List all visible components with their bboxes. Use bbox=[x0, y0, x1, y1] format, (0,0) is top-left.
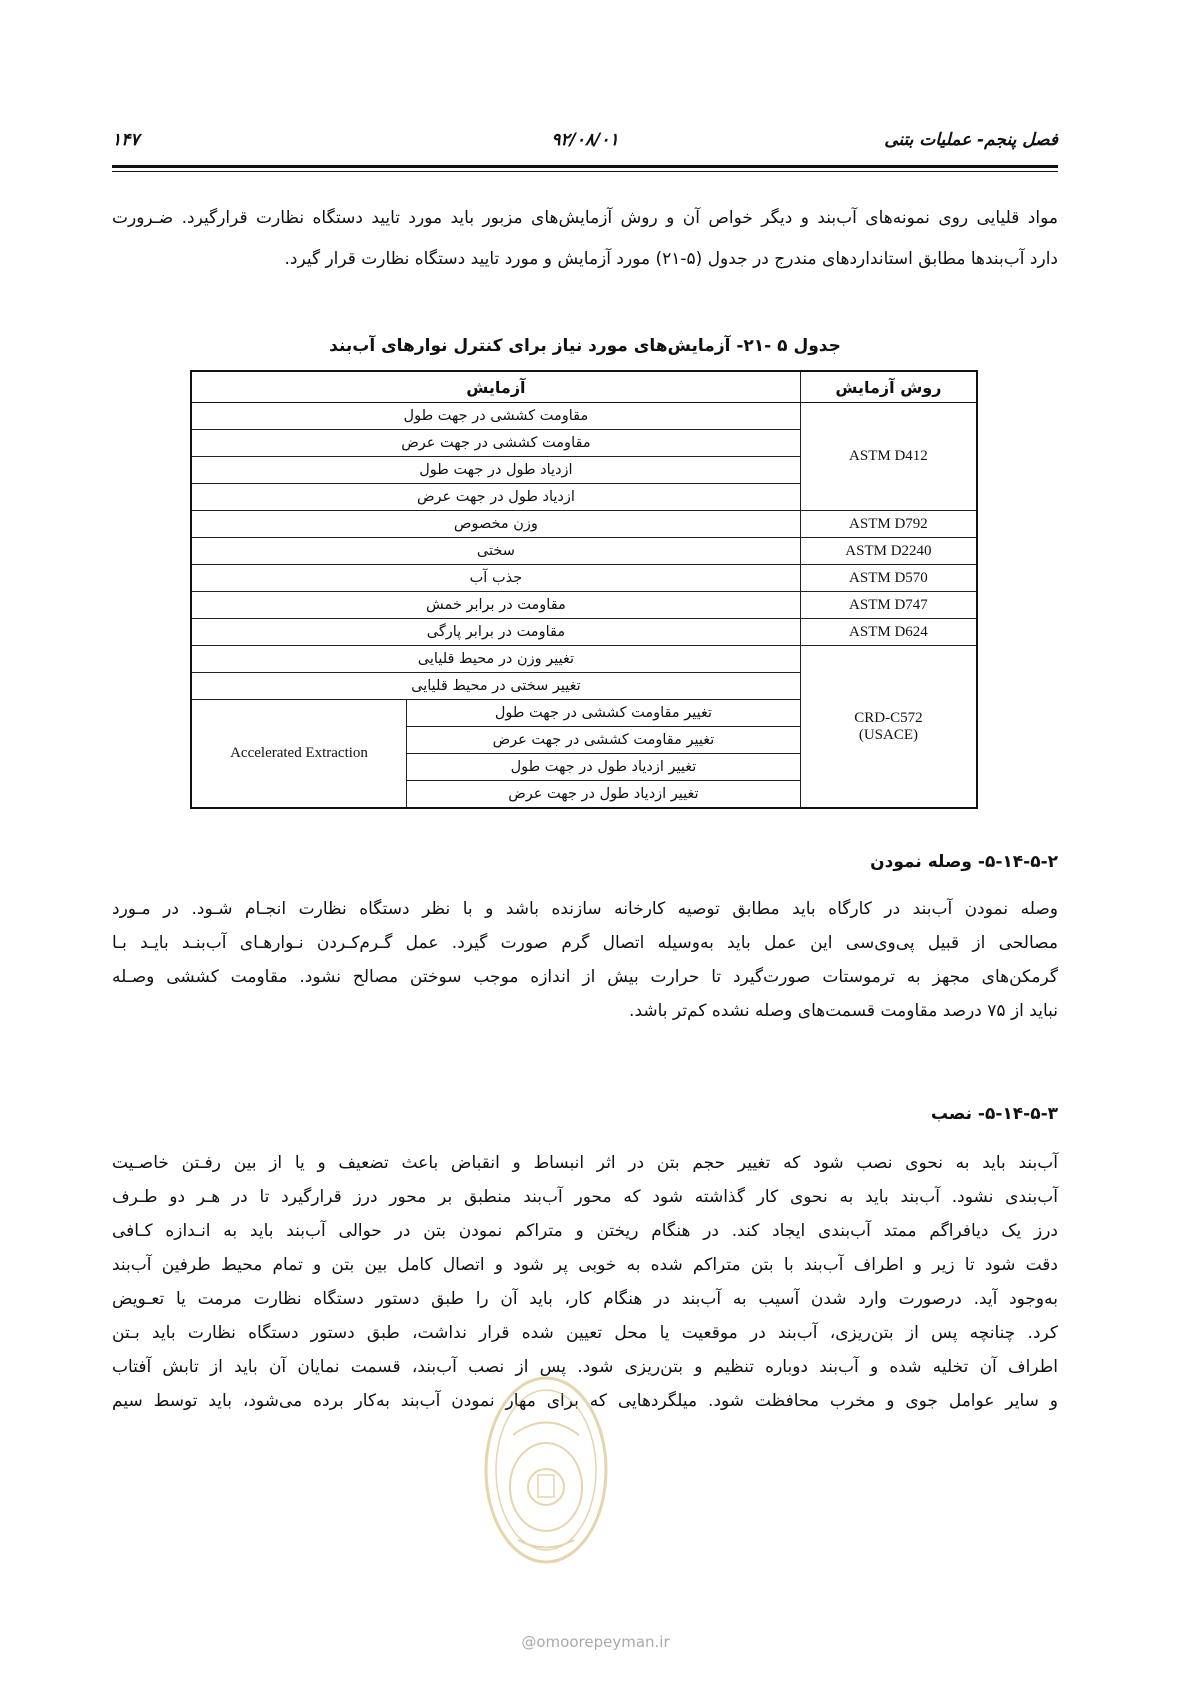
test-cell: وزن مخصوص bbox=[191, 511, 800, 538]
test-cell: ازدیاد طول در جهت عرض bbox=[191, 484, 800, 511]
method-cell: ASTM D792 bbox=[800, 511, 977, 538]
paragraph-line: آب‌بندی نشود. آب‌بند باید به نحوی کار گذاشته شود که محور آب‌بند منطبق بر محور درز قرارگیرد تا در هـر دو طـرف bbox=[112, 1187, 1058, 1207]
paragraph-line: دقت شود تا زیر و اطراف آب‌بند با بتن متراکم شده به خوبی پر شود و اتصال کامل بین بتن و تمام محیط طرفین آب‌بند bbox=[112, 1255, 1058, 1275]
paragraph-line: آب‌بند باید به نحوی نصب شود که تغییر حجم بتن در اثر انبساط و انقباض باعث تضعیف و یا از بین رفـتن خاصـیت bbox=[112, 1153, 1058, 1173]
method-cell: ASTM D2240 bbox=[800, 538, 977, 565]
test-cell: مقاومت در برابر پارگی bbox=[191, 619, 800, 646]
test-cell: مقاومت در برابر خمش bbox=[191, 592, 800, 619]
intro-paragraph bbox=[112, 198, 1058, 280]
table-row bbox=[191, 403, 977, 430]
paragraph-line: درز یک دیافراگم ممتد آب‌بندی ایجاد کند. در هنگام ریختن و متراکم نمودن بتن در حوالی آب‌بند باید به انـدازه کـافی bbox=[112, 1221, 1058, 1241]
section-heading-splicing: ۵-۱۴-۵-۲- وصله نمودن bbox=[870, 852, 1058, 872]
column-header-test: آزمایش bbox=[191, 371, 800, 403]
paragraph-line: و سایر عوامل جوی و مخرب محافظت شود. میلگردهایی که برای مهار نمودن آب‌بند به‌کار برده می‌شود، باید توسط سیم bbox=[112, 1391, 1058, 1411]
method-cell: ASTM D747 bbox=[800, 592, 977, 619]
paragraph-line: دارد آب‌بندها مطابق استانداردهای مندرج در جدول (۵-۲۱) مورد آزمایش و مورد تایید دستگاه نظارت قرار گیرد. bbox=[284, 249, 1058, 269]
test-cell: تغییر ازدیاد طول در جهت طول bbox=[407, 754, 801, 781]
test-cell: تغییر مقاومت کششی در جهت طول bbox=[407, 700, 801, 727]
paragraph-line: مواد قلیایی روی نمونه‌های آب‌بند و دیگر خواص آن و روش آزمایش‌های مزبور باید مورد تایید دستگاه نظارت قرارگیرد. ضـرورت bbox=[112, 208, 1058, 228]
column-header-method: روش آزمایش bbox=[800, 371, 977, 403]
table-row bbox=[191, 511, 977, 538]
header-rule-thin bbox=[112, 171, 1058, 172]
test-cell: تغییر وزن در محیط قلیایی bbox=[191, 646, 800, 673]
method-line: (USACE) bbox=[858, 726, 918, 743]
header-date: ۹۲/۰۸/۰۱ bbox=[551, 130, 619, 150]
paragraph-line: به‌وجود آید. درصورت وارد شدن آسیب به آب‌بند در هنگام کار، باید آن را طبق دستور دستگاه نظارت مرمت یا تعـویض bbox=[112, 1289, 1058, 1309]
test-cell: مقاومت کششی در جهت طول bbox=[191, 403, 800, 430]
splicing-paragraph bbox=[112, 892, 1058, 1028]
method-cell: ASTM D412 bbox=[800, 403, 977, 511]
paragraph-line: مصالحی از قبیل پی‌وی‌سی این عمل باید به‌وسیله اتصال گرم صورت گیرد. عمل گـرم‌کـردن نـوارهـای آب‌بنـد بایـد بـا bbox=[112, 933, 1058, 953]
table-row bbox=[191, 619, 977, 646]
paragraph-line: گرمکن‌های مجهز به ترموستات صورت‌گیرد تا حرارت بیش از اندازه موجب سوختن مصالح نشود. مقاومت کششی وصـله bbox=[112, 967, 1058, 987]
method-cell: ASTM D624 bbox=[800, 619, 977, 646]
header-rule-thick bbox=[112, 165, 1058, 168]
page-header bbox=[112, 130, 1058, 154]
table-caption: جدول ۵ -۲۱- آزمایش‌های مورد نیاز برای کنترل نوارهای آب‌بند bbox=[329, 336, 841, 356]
accelerated-extraction-cell: Accelerated Extraction bbox=[191, 700, 407, 809]
paragraph-line: اطراف آن تخلیه شده و آب‌بند دوباره تنظیم و بتن‌ریزی شود. پس از نصب آب‌بند، قسمت نمایان آن باید از تابش آفتاب bbox=[112, 1357, 1058, 1377]
test-cell: جذب آب bbox=[191, 565, 800, 592]
test-cell: ازدیاد طول در جهت طول bbox=[191, 457, 800, 484]
test-cell: تغییر ازدیاد طول در جهت عرض bbox=[407, 781, 801, 809]
table-row bbox=[191, 646, 977, 673]
table-row bbox=[191, 592, 977, 619]
method-cell: ASTM D570 bbox=[800, 565, 977, 592]
paragraph-line: کرد. چنانچه پس از بتن‌ریزی، آب‌بند در موقعیت یا محل تعیین شده قرار نداشت، طبق دستور دستگاه نظارت باید بـتن bbox=[112, 1323, 1058, 1343]
test-cell: تغییر سختی در محیط قلیایی bbox=[191, 673, 800, 700]
watermark-site: @omoorepeyman.ir bbox=[521, 1633, 670, 1651]
table-row bbox=[191, 538, 977, 565]
table-header-row bbox=[191, 371, 977, 403]
method-line: CRD-C572 bbox=[854, 709, 923, 726]
paragraph-line: وصله نمودن آب‌بند در کارگاه باید مطابق توصیه کارخانه سازنده باشد و با نظر دستگاه نظارت انجـام شـود. در مـورد bbox=[112, 899, 1058, 919]
section-heading-installation: ۵-۱۴-۵-۳- نصب bbox=[930, 1104, 1058, 1124]
watermark-stamp-logo bbox=[483, 1375, 609, 1565]
table-row bbox=[191, 565, 977, 592]
test-cell: مقاومت کششی در جهت عرض bbox=[191, 430, 800, 457]
test-cell: سختی bbox=[191, 538, 800, 565]
test-cell: تغییر مقاومت کششی در جهت عرض bbox=[407, 727, 801, 754]
chapter-title: فصل پنجم- عملیات بتنی bbox=[884, 130, 1058, 150]
method-cell bbox=[800, 646, 977, 809]
paragraph-line: نباید از ۷۵ درصد مقاومت قسمت‌های وصله نشده کم‌تر باشد. bbox=[629, 1001, 1058, 1021]
tests-table bbox=[190, 370, 978, 809]
page-number: ۱۴۷ bbox=[112, 130, 140, 150]
